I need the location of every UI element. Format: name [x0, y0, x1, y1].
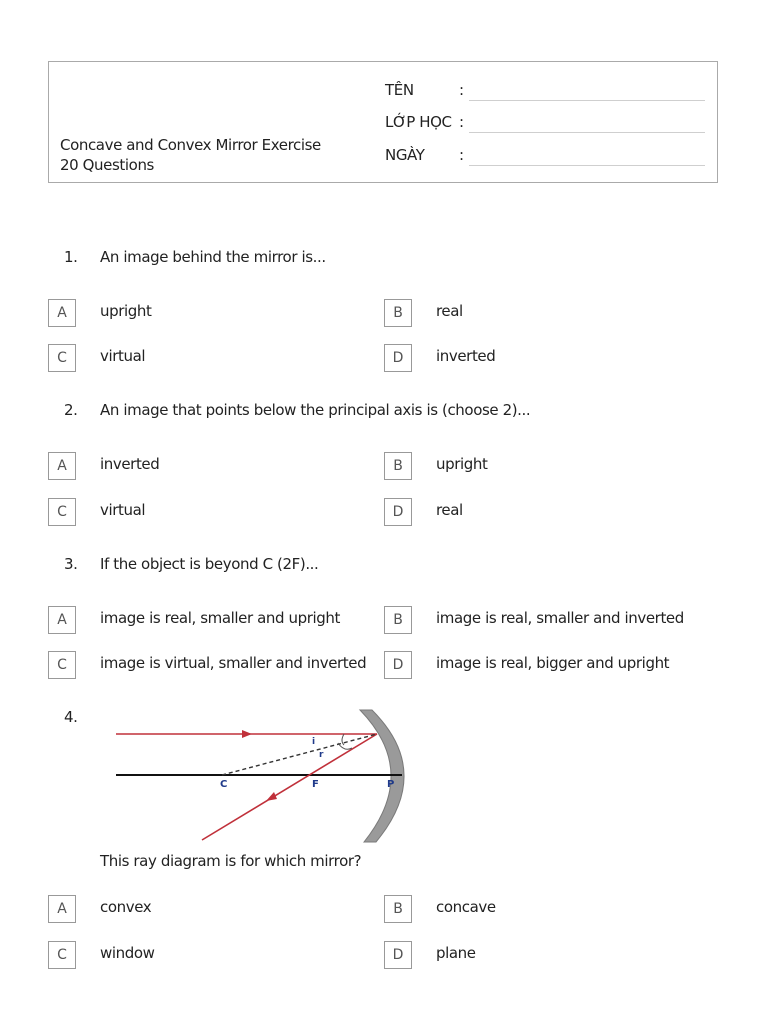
q1-option-b-box[interactable]: B: [384, 299, 412, 327]
q1-option-a-box[interactable]: A: [48, 299, 76, 327]
ray-diagram: [112, 706, 422, 846]
q2-option-c-box[interactable]: C: [48, 498, 76, 526]
question-1-number: 1.: [64, 248, 78, 266]
q4-option-d-text[interactable]: plane: [436, 944, 476, 962]
q2-option-b-text[interactable]: upright: [436, 455, 488, 473]
q4-option-b-box[interactable]: B: [384, 895, 412, 923]
q2-option-d-box[interactable]: D: [384, 498, 412, 526]
quiz-title: [60, 135, 321, 175]
normal-line: [222, 734, 377, 775]
q4-option-a-text[interactable]: convex: [100, 898, 152, 916]
q3-option-a-text[interactable]: image is real, smaller and upright: [100, 609, 340, 627]
date-input-line[interactable]: [469, 165, 705, 166]
label-f: F: [312, 779, 319, 790]
reflected-ray-arrow: [266, 792, 277, 801]
q3-option-c-text[interactable]: image is virtual, smaller and inverted: [100, 654, 367, 672]
question-4-number: 4.: [64, 708, 78, 726]
label-c: C: [220, 779, 228, 790]
q1-option-b-text[interactable]: real: [436, 302, 463, 320]
q1-option-d-box[interactable]: D: [384, 344, 412, 372]
q3-option-d-box[interactable]: D: [384, 651, 412, 679]
q1-option-d-text[interactable]: inverted: [436, 347, 496, 365]
name-label: TÊN: [385, 81, 414, 99]
q3-option-c-box[interactable]: C: [48, 651, 76, 679]
question-3-number: 3.: [64, 555, 78, 573]
q4-option-d-box[interactable]: D: [384, 941, 412, 969]
reflected-ray: [202, 734, 377, 840]
q3-option-d-text[interactable]: image is real, bigger and upright: [436, 654, 670, 672]
q2-option-b-box[interactable]: B: [384, 452, 412, 480]
q1-option-a-text[interactable]: upright: [100, 302, 152, 320]
class-input-line[interactable]: [469, 132, 705, 133]
q2-option-a-text[interactable]: inverted: [100, 455, 160, 473]
q4-option-c-box[interactable]: C: [48, 941, 76, 969]
q4-option-c-text[interactable]: window: [100, 944, 155, 962]
question-1-text: An image behind the mirror is...: [100, 248, 326, 266]
incidence-angle-arc: [342, 734, 344, 745]
date-colon: :: [459, 146, 464, 164]
name-colon: :: [459, 81, 464, 99]
q1-option-c-box[interactable]: C: [48, 344, 76, 372]
q2-option-a-box[interactable]: A: [48, 452, 76, 480]
class-colon: :: [459, 113, 464, 131]
class-label: LỚP HỌC: [385, 113, 452, 131]
worksheet-header: [48, 61, 718, 183]
q3-option-a-box[interactable]: A: [48, 606, 76, 634]
incident-ray-arrow: [242, 730, 252, 738]
label-p: P: [387, 779, 395, 790]
label-r: r: [319, 750, 324, 760]
quiz-question-count: 20 Questions: [60, 156, 154, 174]
question-3-text: If the object is beyond C (2F)...: [100, 555, 319, 573]
q2-option-d-text[interactable]: real: [436, 501, 463, 519]
question-2-text: An image that points below the principal axis is (choose 2)...: [100, 401, 531, 419]
name-input-line[interactable]: [469, 100, 705, 101]
q4-option-a-box[interactable]: A: [48, 895, 76, 923]
q3-option-b-text[interactable]: image is real, smaller and inverted: [436, 609, 684, 627]
q1-option-c-text[interactable]: virtual: [100, 347, 146, 365]
q2-option-c-text[interactable]: virtual: [100, 501, 146, 519]
question-2-number: 2.: [64, 401, 78, 419]
q3-option-b-box[interactable]: B: [384, 606, 412, 634]
q4-option-b-text[interactable]: concave: [436, 898, 496, 916]
label-i: i: [312, 737, 316, 747]
question-4-text: This ray diagram is for which mirror?: [100, 852, 362, 870]
quiz-title-line1: Concave and Convex Mirror Exercise: [60, 136, 321, 154]
date-label: NGÀY: [385, 146, 425, 164]
